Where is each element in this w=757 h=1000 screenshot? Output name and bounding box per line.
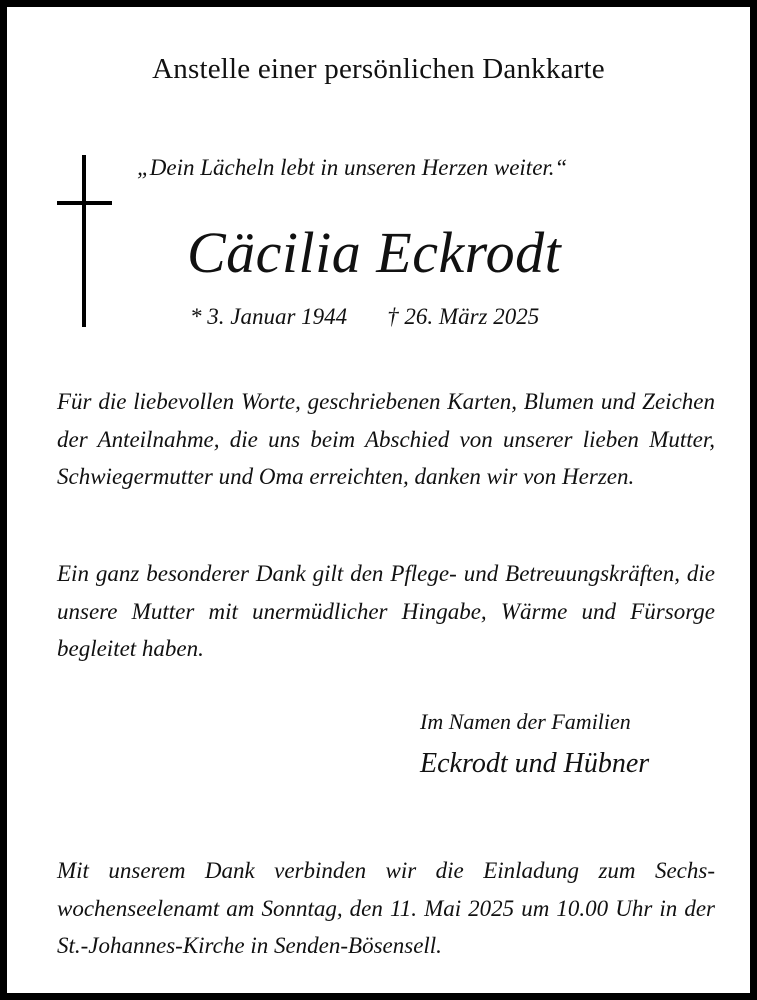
care-thanks-paragraph: Ein ganz besonderer Dank gilt den Pflege- und Betreuungskräften, die unsere Mutter mit unermüdlicher Hingabe, Wärme und Fürsorge begleitet haben. bbox=[57, 561, 715, 661]
cross-icon bbox=[57, 155, 112, 327]
cross-vertical-bar bbox=[82, 155, 86, 327]
memorial-quote: „Dein Lächeln lebt in unseren Herzen weiter.“ bbox=[137, 155, 568, 180]
signature-families: Eckrodt und Hübner bbox=[420, 748, 650, 779]
deceased-name: Cäcilia Eckrodt bbox=[187, 220, 562, 285]
life-dates bbox=[190, 304, 539, 330]
cross-horizontal-bar bbox=[57, 201, 112, 205]
birth-date: * 3. Januar 1944 bbox=[190, 304, 348, 329]
card-heading: Anstelle einer persönlichen Dankkarte bbox=[152, 53, 605, 85]
thanks-paragraph: Für die liebevollen Worte, geschriebenen Karten, Blumen und Zeichen der Anteilnahme, die uns beim Abschied von unserer lieben Mutter, Schwiegermutter und Oma erreichten, danken wir von Herzen. bbox=[57, 389, 715, 489]
signature-intro: Im Namen der Familien bbox=[420, 709, 631, 734]
invitation-paragraph: Mit unserem Dank verbinden wir die Einladung zum Sechswochenseelenamt am Sonntag, den 11. Mai 2025 um 10.00 Uhr in der St.-Johannes-Kirche in Senden-Bösensell. bbox=[57, 858, 715, 958]
death-date: † 26. März 2025 bbox=[387, 304, 540, 329]
